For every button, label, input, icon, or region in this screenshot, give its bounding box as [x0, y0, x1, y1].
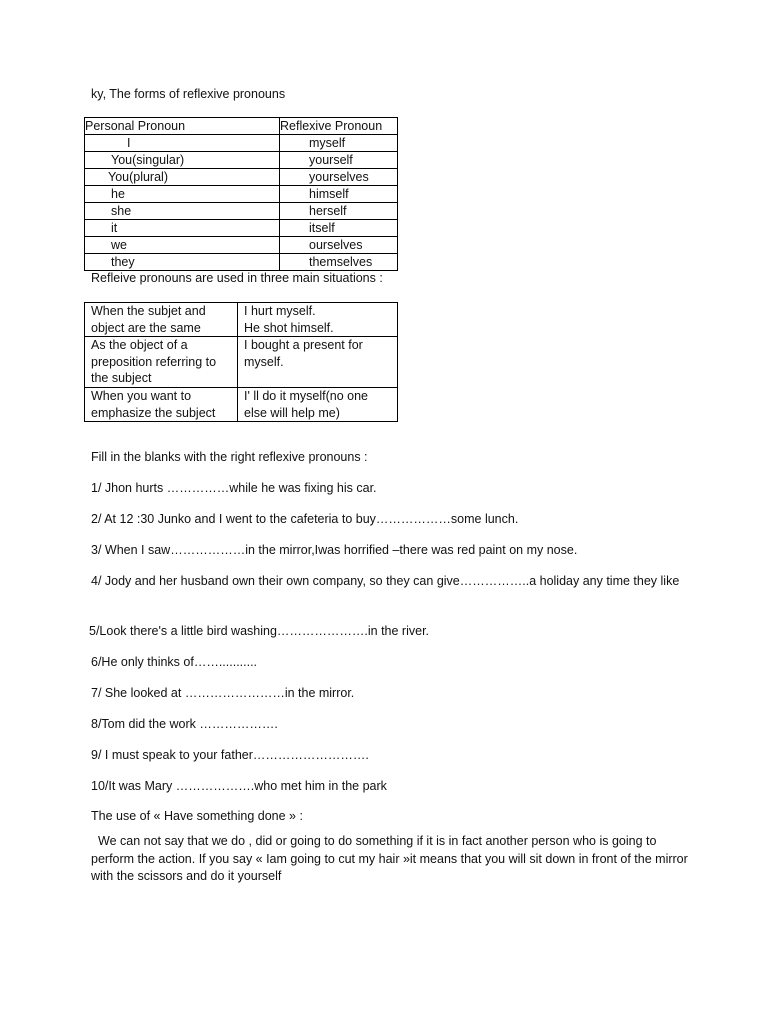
personal-pronoun-cell: it: [85, 220, 280, 237]
exercise-instruction: Fill in the blanks with the right reflexive pronouns :: [91, 450, 368, 464]
table-row: [85, 337, 398, 388]
table-row: [85, 169, 398, 186]
reflexive-pronoun-cell: yourselves: [280, 169, 398, 186]
reflexive-pronoun-cell: himself: [280, 186, 398, 203]
table-row: [85, 186, 398, 203]
exercise-item: 8/Tom did the work ……………….: [91, 717, 278, 731]
column-header-personal: Personal Pronoun: [85, 118, 280, 135]
example-cell: I bought a present for myself.: [238, 337, 398, 388]
table-row: [85, 303, 398, 337]
table-row: [85, 387, 398, 421]
situations-title: Refleive pronouns are used in three main situations :: [91, 271, 383, 285]
table-row: [85, 135, 398, 152]
table-row: [85, 203, 398, 220]
situation-cell: When you want to emphasize the subject: [85, 387, 238, 421]
table-header-row: [85, 118, 398, 135]
exercise-item: 10/It was Mary ……………….who met him in the park: [91, 779, 387, 793]
reflexive-pronoun-cell: ourselves: [280, 237, 398, 254]
exercise-item: 6/He only thinks of……...........: [91, 655, 258, 669]
column-header-reflexive: Reflexive Pronoun: [280, 118, 398, 135]
section-title: The use of « Have something done » :: [91, 809, 303, 823]
reflexive-pronoun-cell: itself: [280, 220, 398, 237]
explanation-paragraph: We can not say that we do , did or going to do something if it is in fact another person who is going to perform the action. If you say « Iam going to cut my hair »it means that you will sit down in front of the mirror with the scissors and do it yourself: [91, 834, 688, 883]
exercise-item: 2/ At 12 :30 Junko and I went to the cafeteria to buy………………some lunch.: [91, 512, 519, 526]
table-row: [85, 254, 398, 271]
personal-pronoun-cell: You(plural): [85, 169, 280, 186]
situation-cell: When the subjet and object are the same: [85, 303, 238, 337]
exercise-item: 7/ She looked at ……………………in the mirror.: [91, 686, 355, 700]
personal-pronoun-cell: she: [85, 203, 280, 220]
exercise-item: 1/ Jhon hurts ……………while he was fixing his car.: [91, 481, 377, 495]
reflexive-pronoun-cell: herself: [280, 203, 398, 220]
situation-cell: As the object of a preposition referring to the subject: [85, 337, 238, 388]
example-cell: I hurt myself. He shot himself.: [238, 303, 398, 337]
reflexive-pronoun-cell: themselves: [280, 254, 398, 271]
reflexive-pronoun-cell: myself: [280, 135, 398, 152]
table-row: [85, 237, 398, 254]
page-heading: ky, The forms of reflexive pronouns: [91, 87, 286, 101]
personal-pronoun-cell: we: [85, 237, 280, 254]
exercise-item: 3/ When I saw………………in the mirror,Iwas horrified –there was red paint on my nose.: [91, 543, 578, 557]
reflexive-pronoun-cell: yourself: [280, 152, 398, 169]
table-row: [85, 220, 398, 237]
personal-pronoun-cell: You(singular): [85, 152, 280, 169]
table-row: [85, 152, 398, 169]
personal-pronoun-cell: he: [85, 186, 280, 203]
personal-pronoun-cell: I: [85, 135, 280, 152]
exercise-item: 5/Look there's a little bird washing………………….in the river.: [89, 624, 430, 638]
personal-pronoun-cell: they: [85, 254, 280, 271]
exercise-item: 9/ I must speak to your father……………………….: [91, 748, 369, 762]
exercise-item: 4/ Jody and her husband own their own company, so they can give……………..a holiday any time they like: [91, 574, 680, 588]
reflexive-pronoun-table: [84, 117, 398, 271]
situations-table: [84, 302, 398, 422]
example-cell: I' ll do it myself(no one else will help me): [238, 387, 398, 421]
